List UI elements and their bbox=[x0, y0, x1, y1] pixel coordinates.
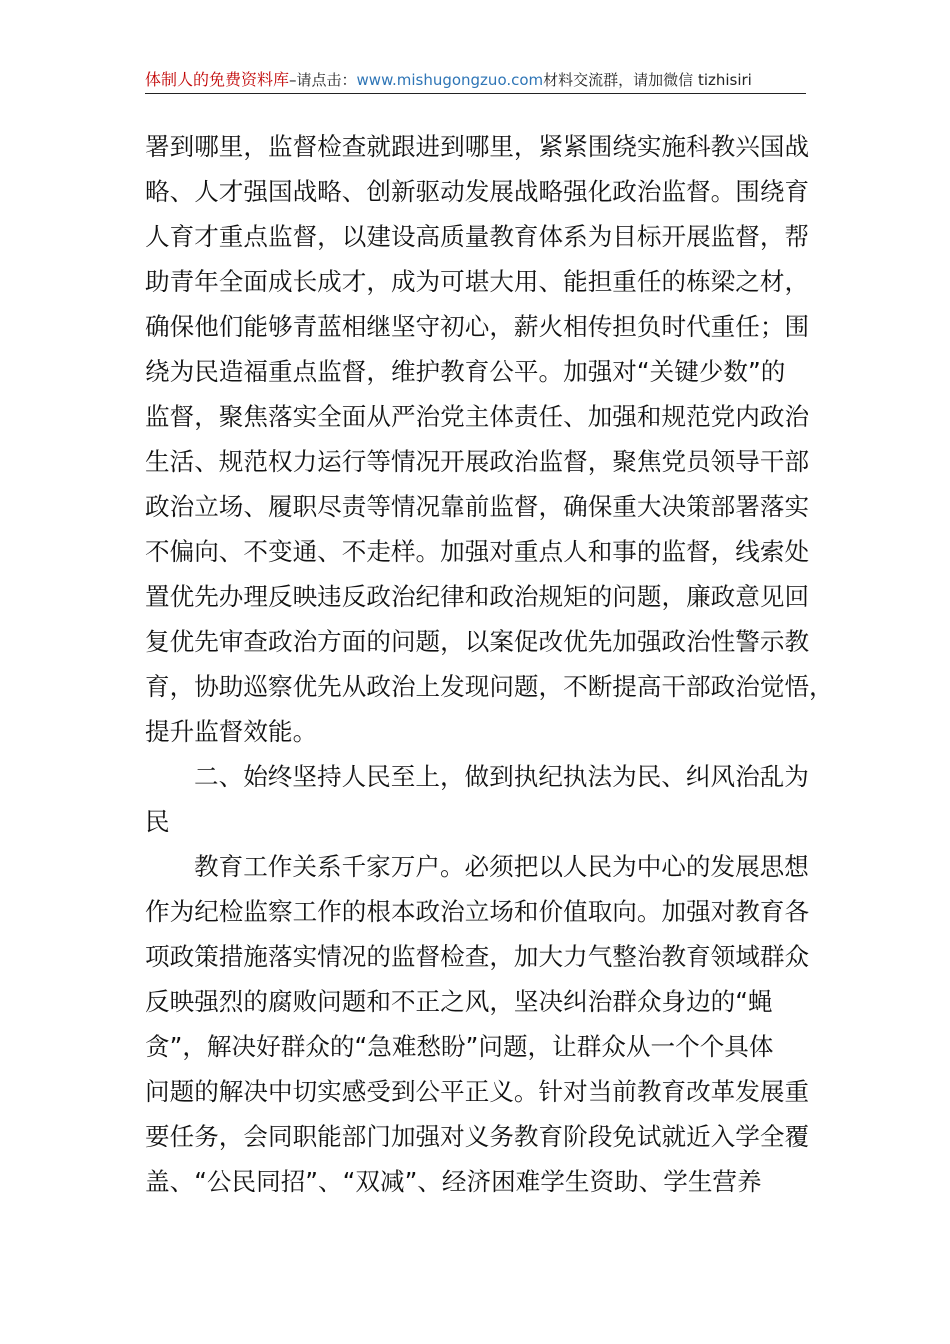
header-divider bbox=[145, 93, 806, 94]
text-line: 署到哪里，监督检查就跟进到哪里，紧紧围绕实施科教兴国战 bbox=[145, 132, 810, 161]
text-line: 置优先办理反映违反政治纪律和政治规矩的问题，廉政意见回 bbox=[145, 582, 810, 611]
text-line: 政治立场、履职尽责等情况靠前监督，确保重大决策部署落实 bbox=[145, 492, 810, 521]
text-line: 监督，聚焦落实全面从严治党主体责任、加强和规范党内政治 bbox=[145, 402, 810, 431]
text-line: 生活、规范权力运行等情况开展政治监督，聚焦党员领导干部 bbox=[145, 447, 810, 476]
text-line: 项政策措施落实情况的监督检查，加大力气整治教育领域群众 bbox=[145, 942, 810, 971]
text-line: 教育工作关系千家万户。必须把以人民为中心的发展思想 bbox=[194, 852, 809, 881]
text-line: 育，协助巡察优先从政治上发现问题，不断提高干部政治觉悟， bbox=[145, 672, 834, 701]
text-line: 要任务，会同职能部门加强对义务教育阶段免试就近入学全覆 bbox=[145, 1122, 810, 1151]
section-heading-continued: 民 bbox=[145, 807, 170, 836]
text-line: 复优先审查政治方面的问题，以案促改优先加强政治性警示教 bbox=[145, 627, 810, 656]
text-line: 绕为民造福重点监督，维护教育公平。加强对“关键少数”的 bbox=[145, 357, 786, 386]
text-line: 提升监督效能。 bbox=[145, 717, 318, 746]
text-line: 略、人才强国战略、创新驱动发展战略强化政治监督。围绕育 bbox=[145, 177, 810, 206]
text-line: 作为纪检监察工作的根本政治立场和价值取向。加强对教育各 bbox=[145, 897, 810, 926]
text-line: 确保他们能够青蓝相继坚守初心，薪火相传担负时代重任；围 bbox=[145, 312, 810, 341]
text-line: 贪”，解决好群众的“急难愁盼”问题，让群众从一个个具体 bbox=[145, 1032, 774, 1061]
header-contact: 材料交流群，请加微信 tizhisiri bbox=[543, 71, 752, 89]
document-body bbox=[145, 124, 834, 1204]
text-line: 反映强烈的腐败问题和不正之风，坚决纠治群众身边的“蝇 bbox=[145, 987, 773, 1016]
page-header bbox=[145, 66, 805, 94]
text-line: 人育才重点监督，以建设高质量教育体系为目标开展监督，帮 bbox=[145, 222, 810, 251]
text-line: 助青年全面成长成才，成为可堪大用、能担重任的栋梁之材， bbox=[145, 267, 810, 296]
header-url-link[interactable]: www.mishugongzuo.com bbox=[356, 71, 544, 89]
section-heading: 二、始终坚持人民至上，做到执纪执法为民、纠风治乱为 bbox=[194, 762, 809, 791]
text-line: 问题的解决中切实感受到公平正义。针对当前教育改革发展重 bbox=[145, 1077, 810, 1106]
text-line: 盖、“公民同招”、“双减”、经济困难学生资助、学生营养 bbox=[145, 1167, 762, 1196]
header-prompt: 请点击： bbox=[296, 71, 357, 89]
text-line: 不偏向、不变通、不走样。加强对重点人和事的监督，线索处 bbox=[145, 537, 810, 566]
header-dash: – bbox=[289, 71, 297, 89]
header-brand: 体制人的免费资料库 bbox=[145, 70, 290, 89]
